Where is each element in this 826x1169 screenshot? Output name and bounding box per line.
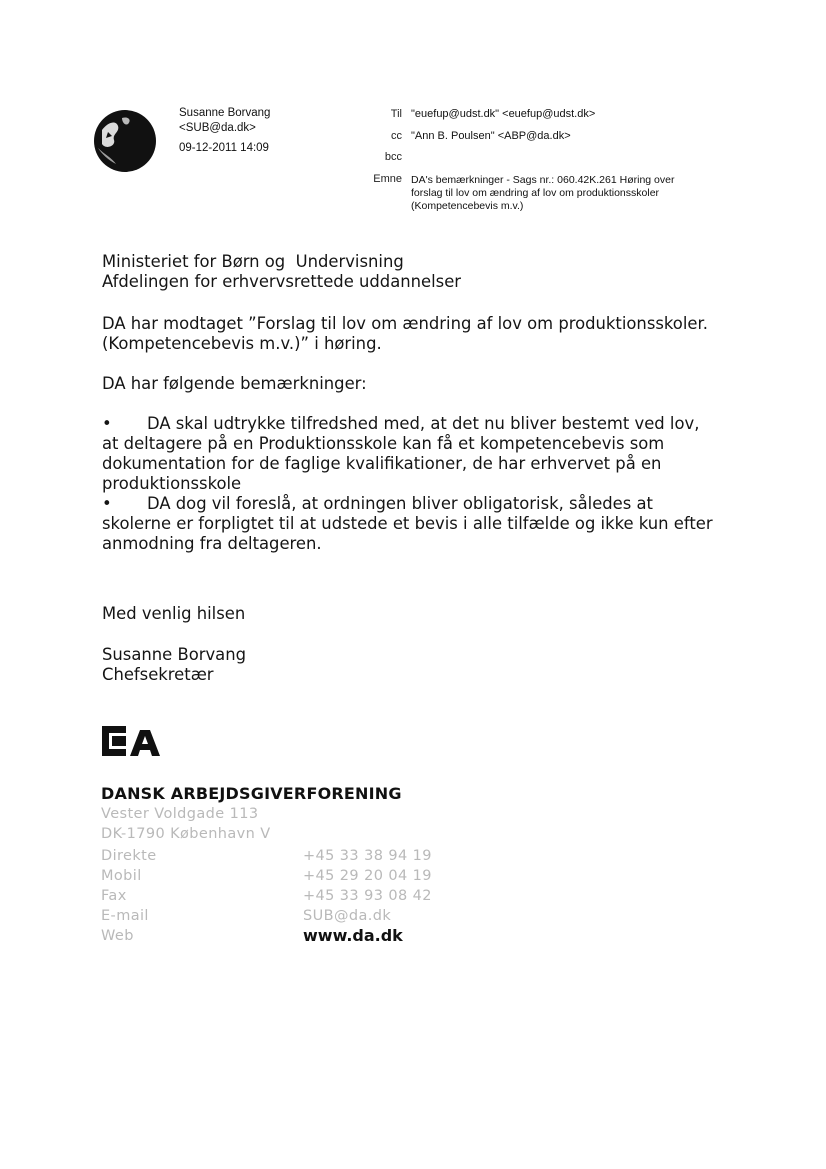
contact-label-fax: Fax [101,888,127,904]
website-link[interactable]: www.da.dk [303,926,403,945]
remark-first-line: DA skal udtrykke tilfredshed med, at det nu bliver bestemt ved lov, [147,414,700,433]
sender-name: Susanne Borvang [179,107,271,119]
remark-line: anmodning fra deltageren. [102,534,322,553]
contact-label-direct: Direkte [101,848,157,864]
sender-avatar-globe-icon [92,108,158,174]
to-label: Til [390,108,402,120]
contact-label-web: Web [101,928,134,944]
company-address-city: DK-1790 København V [101,826,271,842]
recipient-line: Afdelingen for erhvervsrettede uddannelser [102,272,462,291]
cc-value: "Ann B. Poulsen" <ABP@da.dk> [411,130,571,142]
closing-salutation: Med venlig hilsen [102,604,246,623]
remark-line: dokumentation for de faglige kvalifikationer, de har erhvervet på en [102,454,662,473]
cc-label: cc [391,130,402,142]
subject-line: forslag til lov om ændring af lov om produktionsskoler [411,187,660,199]
bcc-label: bcc [384,151,402,163]
sent-timestamp: 09-12-2011 14:09 [179,142,269,154]
contact-value-direct: +45 33 38 94 19 [303,848,432,864]
remark-item [102,494,742,554]
contact-value-mobile: +45 29 20 04 19 [303,868,432,884]
remark-first-line: DA dog vil foreslå, at ordningen bliver obligatorisk, således at [147,494,653,513]
signature-title: Chefsekretær [102,665,214,684]
signature-name: Susanne Borvang [102,645,246,664]
signature-block [102,645,246,685]
sender-email: <SUB@da.dk> [179,122,256,134]
contact-value-email[interactable]: SUB@da.dk [303,908,392,924]
to-value: "euefup@udst.dk" <euefup@udst.dk> [411,108,596,120]
remarks-heading: DA har følgende bemærkninger: [102,374,367,393]
bullet-icon: • [102,414,112,433]
subject-value [411,174,741,213]
intro-paragraph [102,314,742,354]
contact-label-email: E-mail [101,908,149,924]
remark-line: produktionsskole [102,474,242,493]
remark-line: at deltagere på en Produktionsskole kan få et kompetencebevis som [102,434,665,453]
recipient-address [102,252,461,292]
da-logo [100,724,164,758]
company-address-street: Vester Voldgade 113 [101,806,259,822]
contact-value-fax: +45 33 93 08 42 [303,888,432,904]
subject-line: DA's bemærkninger - Sags nr.: 060.42K.261 Høring over [411,174,675,186]
remarks-list [102,414,742,554]
sender-block [179,106,270,156]
remark-item [102,414,742,494]
intro-line: (Kompetencebevis m.v.)” i høring. [102,334,382,353]
subject-line: (Kompetencebevis m.v.) [411,200,524,212]
recipient-line: Ministeriet for Børn og Undervisning [102,252,404,271]
subject-label: Emne [373,173,402,185]
remark-line: skolerne er forpligtet til at udstede et bevis i alle tilfælde og ikke kun efter [102,514,713,533]
intro-line: DA har modtaget ”Forslag til lov om ændring af lov om produktionsskoler. [102,314,708,333]
bullet-icon: • [102,494,112,513]
company-name: DANSK ARBEJDSGIVERFORENING [101,784,402,803]
contact-label-mobile: Mobil [101,868,142,884]
